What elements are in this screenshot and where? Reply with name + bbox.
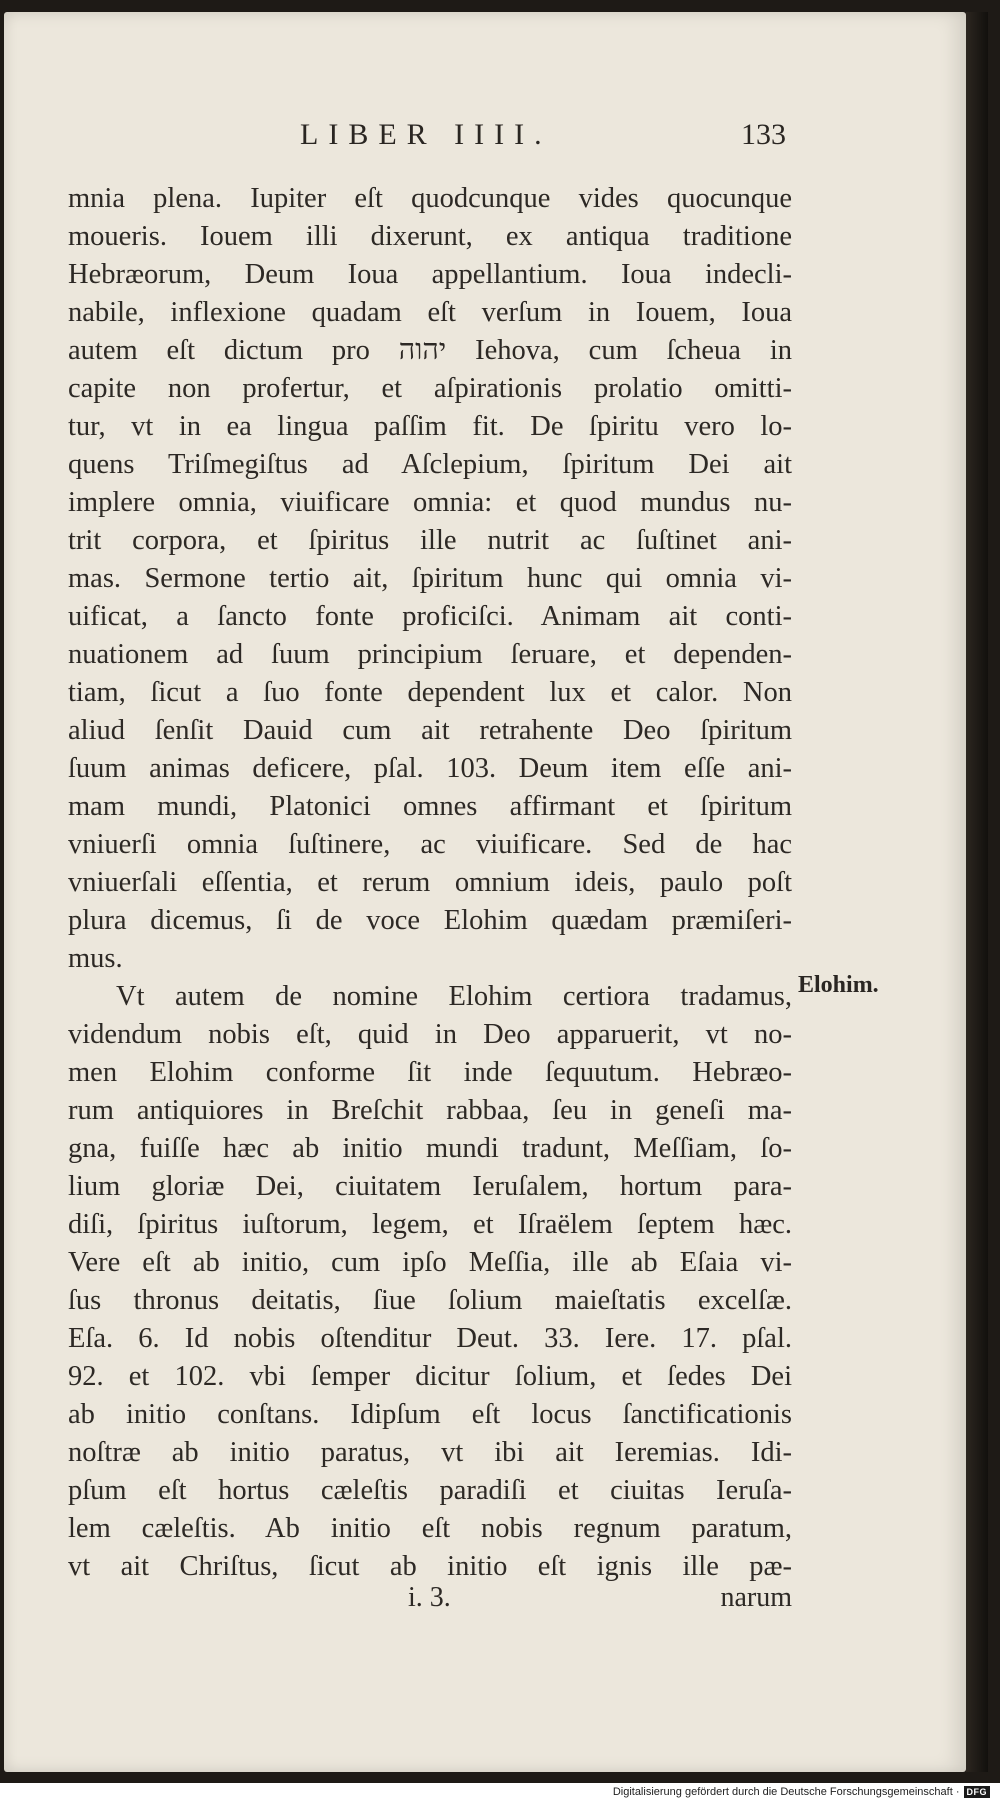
text-line: vniuerſi omnia ſuſtinere, ac viuificare. Sed de hac: [68, 829, 792, 860]
text-line: gna, fuiſſe hæc ab initio mundi tradunt, Meſſiam, ſo-: [68, 1133, 792, 1164]
text-line: rum antiquiores in Breſchit rabbaa, ſeu in geneſi ma-: [68, 1095, 792, 1126]
text-line: aliud ſenſit Dauid cum ait retrahente Deo ſpiritum: [68, 715, 792, 746]
page-header: [300, 118, 786, 162]
page-number: 133: [741, 118, 786, 151]
text-line: lem cæleſtis. Ab initio eſt nobis regnum paratum,: [68, 1513, 792, 1544]
dfg-logo-icon: DFG: [964, 1786, 991, 1798]
text-line: vniuerſali eſſentia, et rerum omnium ideis, paulo poſt: [68, 867, 792, 898]
text-line: nabile, inflexione quadam eſt verſum in Iouem, Ioua: [68, 297, 792, 328]
page-edge-shadow: [966, 12, 988, 1772]
funding-credit: Digitalisierung gefördert durch die Deutsche Forschungsgemeinschaft ·: [612, 1786, 960, 1798]
text-line: vt ait Chriſtus, ſicut ab initio eſt ignis ille pæ-: [68, 1551, 792, 1582]
text-line: capite non profertur, et aſpirationis prolatio omitti-: [68, 373, 792, 404]
text-line: videndum nobis eſt, quid in Deo apparuerit, vt no-: [68, 1019, 792, 1050]
text-line: plura dicemus, ſi de voce Elohim quædam præmiſeri-: [68, 905, 792, 936]
body-text: [68, 180, 792, 1586]
text-line: mam mundi, Platonici omnes affirmant et ſpiritum: [68, 791, 792, 822]
digitization-footer: [613, 1786, 990, 1798]
text-line: Vt autem de nomine Elohim certiora tradamus,: [116, 981, 792, 1012]
running-title: LIBER IIII.: [300, 118, 552, 151]
text-line: mus.: [68, 943, 123, 974]
margin-note: Elohim.: [798, 972, 879, 998]
text-line: uificat, a ſancto fonte proficiſci. Animam ait conti-: [68, 601, 792, 632]
catchword-line: [68, 1582, 792, 1622]
catchword: narum: [720, 1582, 792, 1613]
text-line: diſi, ſpiritus iuſtorum, legem, et Iſraëlem ſeptem hæc.: [68, 1209, 792, 1240]
text-line: tiam, ſicut a ſuo fonte dependent lux et calor. Non: [68, 677, 792, 708]
text-line: mnia plena. Iupiter eſt quodcunque vides quocunque: [68, 183, 792, 214]
text-line: noſtræ ab initio paratus, vt ibi ait Ieremias. Idi-: [68, 1437, 792, 1468]
text-line: quens Triſmegiſtus ad Aſclepium, ſpiritum Dei ait: [68, 449, 792, 480]
signature-mark: i. 3.: [408, 1582, 451, 1613]
text-line: Eſa. 6. Id nobis oſtenditur Deut. 33. Iere. 17. pſal.: [68, 1323, 792, 1354]
text-line: mas. Sermone tertio ait, ſpiritum hunc qui omnia vi-: [68, 563, 792, 594]
text-line: men Elohim conforme ſit inde ſequutum. Hebræo-: [68, 1057, 792, 1088]
text-line: moueris. Iouem illi dixerunt, ex antiqua traditione: [68, 221, 792, 252]
text-line: tur, vt in ea lingua paſſim fit. De ſpiritu vero lo-: [68, 411, 792, 442]
text-line: Vere eſt ab initio, cum ipſo Meſſia, ille ab Eſaia vi-: [68, 1247, 792, 1278]
text-line: trit corpora, et ſpiritus ille nutrit ac ſuſtinet ani-: [68, 525, 792, 556]
text-line: 92. et 102. vbi ſemper dicitur ſolium, et ſedes Dei: [68, 1361, 792, 1392]
text-line: lium gloriæ Dei, ciuitatem Ieruſalem, hortum para-: [68, 1171, 792, 1202]
text-line: ſus thronus deitatis, ſiue ſolium maieſtatis excelſæ.: [68, 1285, 792, 1316]
text-line: ſuum animas deficere, pſal. 103. Deum item eſſe ani-: [68, 753, 792, 784]
text-line: ab initio conſtans. Idipſum eſt locus ſanctificationis: [68, 1399, 792, 1430]
text-line: Hebræorum, Deum Ioua appellantium. Ioua indecli-: [68, 259, 792, 290]
text-line: autem eſt dictum pro יהוה Iehova, cum ſcheua in: [68, 335, 792, 366]
text-line: pſum eſt hortus cæleſtis paradiſi et ciuitas Ieruſa-: [68, 1475, 792, 1506]
text-line: implere omnia, viuificare omnia: et quod mundus nu-: [68, 487, 792, 518]
text-line: nuationem ad ſuum principium ſeruare, et dependen-: [68, 639, 792, 670]
